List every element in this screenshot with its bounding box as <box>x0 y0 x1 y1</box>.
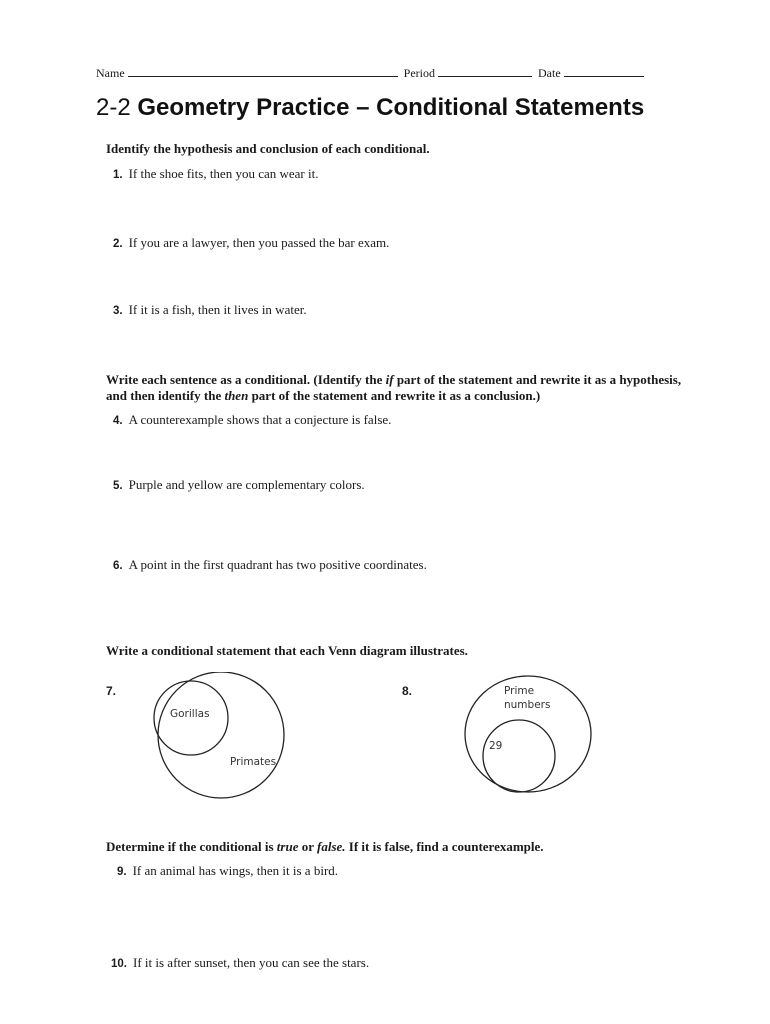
question-text: A point in the first quadrant has two positive coordinates. <box>128 557 427 572</box>
date-label: Date <box>538 66 561 80</box>
instruction-part: If it is false, find a counterexample. <box>345 839 544 854</box>
instruction-if: if <box>385 372 394 387</box>
question-text: If it is after sunset, then you can see the stars. <box>133 955 370 970</box>
gorillas-label: Gorillas <box>170 708 210 720</box>
twenty-nine-circle <box>483 720 555 792</box>
question-10 <box>111 955 369 971</box>
question-2 <box>113 235 389 251</box>
question-number: 5. <box>113 480 123 492</box>
title-text: Geometry Practice – Conditional Statements <box>137 94 645 121</box>
question-text: Purple and yellow are complementary colors. <box>128 477 365 492</box>
period-label: Period <box>403 66 435 80</box>
header-fields <box>96 64 647 81</box>
question-number: 9. <box>117 866 127 878</box>
instruction-true: true <box>276 839 299 854</box>
prime-label: Prime <box>504 685 535 697</box>
question-number: 6. <box>113 560 123 572</box>
question-text: If you are a lawyer, then you passed the bar exam. <box>128 235 390 250</box>
section1-instruction: Identify the hypothesis and conclusion of each conditional. <box>106 141 430 156</box>
question-text: If it is a fish, then it lives in water. <box>128 302 307 317</box>
venn-diagram-8 <box>460 674 596 798</box>
numbers-label: numbers <box>504 699 551 711</box>
venn-8-number: 8. <box>402 684 413 698</box>
twenty-nine-label: 29 <box>489 740 503 752</box>
section2-instruction <box>106 372 686 404</box>
instruction-false: false. <box>317 839 346 854</box>
section4-instruction <box>106 839 706 855</box>
question-1 <box>113 166 318 182</box>
name-label: Name <box>96 66 125 80</box>
question-number: 4. <box>113 415 123 427</box>
instruction-part: part of the statement and rewrite it as a hypothesis, and then identify the <box>106 372 682 403</box>
question-text: If the shoe fits, then you can wear it. <box>128 166 319 181</box>
question-5 <box>113 477 365 493</box>
page-title <box>96 94 644 122</box>
question-number: 1. <box>113 169 123 181</box>
question-9 <box>117 863 338 879</box>
primates-label: Primates <box>230 756 277 768</box>
question-6 <box>113 557 427 573</box>
primates-circle <box>158 672 284 798</box>
question-text: If an animal has wings, then it is a bird. <box>132 863 339 878</box>
section3-instruction: Write a conditional statement that each Venn diagram illustrates. <box>106 643 468 658</box>
question-text: A counterexample shows that a conjecture is false. <box>128 412 392 427</box>
question-3 <box>113 302 307 318</box>
question-number: 10. <box>111 958 127 970</box>
instruction-part: or <box>298 839 318 854</box>
venn-diagram-7 <box>150 672 290 804</box>
instruction-part: Determine if the conditional is <box>106 839 277 854</box>
question-number: 2. <box>113 238 123 250</box>
instruction-part: part of the statement and rewrite it as a conclusion.) <box>248 388 541 403</box>
instruction-part: Write each sentence as a conditional. (Identify the <box>106 372 386 387</box>
question-number: 3. <box>113 305 123 317</box>
period-blank[interactable] <box>438 64 532 77</box>
instruction-then: then <box>224 388 249 403</box>
date-blank[interactable] <box>564 64 644 77</box>
venn-7-number: 7. <box>106 684 117 698</box>
question-4 <box>113 412 391 428</box>
title-number: 2-2 <box>96 94 131 121</box>
name-blank[interactable] <box>128 64 398 77</box>
